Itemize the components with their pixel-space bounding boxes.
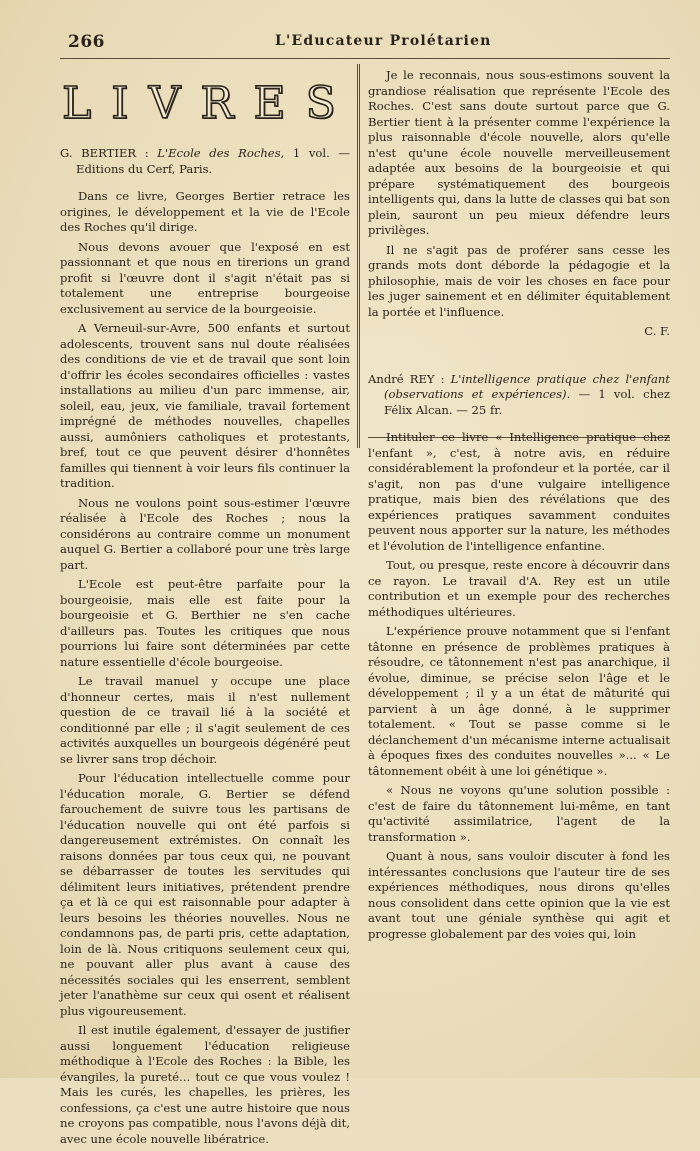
- page-header: [60, 30, 660, 52]
- review-2: [368, 372, 670, 943]
- review-1-details: , 1 vol. — Editions du Cerf, Paris.: [76, 146, 351, 176]
- review-1-paragraph: Il ne s'agit pas de proférer sans cesse les grands mots dont déborde la pédagogie et la philosophie, mais de voir les choses en face pour les juger sainement et en délimiter équitablement la portée et l'influence.: [368, 242, 670, 319]
- header-divider: [60, 58, 670, 59]
- review-2-paragraph: Quant à nous, sans vouloir discuter à fond les intéressantes conclusions que l'auteur tire de ses expériences méthodiques, nous dirons qu'elles nous consolident dans cette opinion que la vie est avant tout une géniale synthèse qui agit et progresse globalement par des voies qui, loin: [368, 849, 670, 941]
- review-1-paragraph: Le travail manuel y occupe une place d'honneur certes, mais il n'est nullement question de ce travail lié à la société et conditionné par elle ; il s'agit seulement de ces activités auxquelles un bourgeois dégénéré peut se livrer sans trop déchoir.: [60, 674, 350, 766]
- review-2-author: André REY :: [368, 371, 445, 386]
- review-1-paragraph: Nous devons avouer que l'exposé en est passionnant et que nous en tirerions un grand profit si l'œuvre dont il s'agit n'était pas si totalement une entreprise bourgeoise exclusivement au service de la bourgeoisie.: [60, 239, 350, 316]
- column-divider-inner: [359, 64, 360, 448]
- column-divider: [357, 64, 358, 448]
- review-2-book-title: L'intelligence pratique chez l'enfant (observations et expériences): [384, 371, 671, 401]
- review-2-details: . — 1 vol. chez Félix Alcan. — 25 fr.: [384, 387, 671, 417]
- review-1-paragraph-continued: Il est inutile également, d'essayer de justifier aussi longuement l'éducation religieuse méthodique à l'Ecole des Roches : la Bible, les évangiles, la pureté... tout ce que vous voulez ! Mais les curés, les chapelles, les prières, les confessions, ça c'est une autre histoire que nous ne croyons pas compatible, nous l'avons déjà dit, avec une école nouvelle libératrice.: [60, 1023, 350, 1146]
- review-1-paragraph: L'Ecole est peut-être parfaite pour la bourgeoisie, mais elle est faite pour la bourgeoisie et G. Berthier ne s'en cache d'ailleurs pas. Toutes les critiques que nous pourrions lui faire sont déterminées par cette nature essentielle d'école bourgeoise.: [60, 577, 350, 669]
- section-title: LIVRES: [62, 78, 356, 129]
- review-1-paragraph: Dans ce livre, Georges Bertier retrace les origines, le développement et la vie de l'Ecole des Roches qu'il dirige.: [60, 189, 350, 234]
- review-2-paragraph: Intituler ce livre « Intelligence pratique chez l'enfant », c'est, à notre avis, en réduire considérablement la profondeur et la portée, car il s'agit, non pas d'une vulgaire intelligence pratique, mais bien des révélations que des expériences pratiques savamment conduites peuvent nous apporter sur la nature, les méthodes et l'évolution de l'intelligence enfantine.: [368, 430, 670, 553]
- review-1-paragraph: Nous ne voulons point sous-estimer l'œuvre réalisée à l'Ecole des Roches ; nous la considérons au contraire comme un monument auquel G. Bertier a collaboré pour une très large part.: [60, 495, 350, 572]
- review-1-paragraph: A Verneuil-sur-Avre, 500 enfants et surtout adolescents, trouvent sans nul doute réalisées des conditions de vie et de travail que sont loin d'offrir les écoles secondaires officielles : vastes installations au milieu d'un parc immense, air, soleil, eau, jeux, vie familiale, travail fortement imprégné de méthodes nouvelles, chapelles aussi, aumôniers catholiques et protestants, bref, tout ce que peuvent désirer d'honnêtes familles qui tiennent à voir leurs fils continuer la tradition.: [60, 321, 350, 490]
- review-1-paragraph: Pour l'éducation intellectuelle comme pour l'éducation morale, G. Bertier se défend farouchement de suivre tous les partisans de l'éducation nouvelle qui ont été parfois si dangereusement extrémistes. On connaît les raisons données par tous ceux qui, ne pouvant se débarrasser de toutes les servitudes qui délimitent leurs initiatives, prétendent prendre ça et là ce qui est raisonnable pour adapter à leurs besoins les théories nouvelles. Nous ne condamnons pas, de parti pris, cette adaptation, loin de là. Nous critiquons seulement ceux qui, ne pouvant aller plus avant à cause des nécessités sociales qui les enserrent, semblent jeter l'anathème sur ceux qui osent et réalisent plus vigoureusement.: [60, 771, 350, 1018]
- review-1-paragraph: Je le reconnais, nous sous-estimons souvent la grandiose réalisation que représente l'Ecole des Roches. C'est sans doute surtout parce que G. Bertier tient à la présenter comme l'expérience la plus raisonnable d'école nouvelle, alors qu'elle n'est qu'une école nouvelle merveilleusement adaptée aux besoins de la bourgeoisie et qui prépare systématiquement des bourgeois intelligents qui, dans la lutte de classes qui bat son plein, sauront un peu mieux défendre leurs privilèges.: [368, 68, 670, 237]
- left-column: [60, 68, 356, 1151]
- review-2-paragraph: « Nous ne voyons qu'une solution possible : c'est de faire du tâtonnement lui-même, en tant qu'activité assimilatrice, l'agent de la transformation ».: [368, 783, 670, 844]
- review-1-author: G. BERTIER :: [60, 146, 149, 160]
- right-column: [368, 68, 670, 946]
- review-2-paragraph: L'expérience prouve notamment que si l'enfant tâtonne en présence de problèmes pratiques à résoudre, ce tâtonnement n'est pas anarchique, il évolue, diminue, se précise selon l'âge et le développement ; il y a un état de mâturité qui parvient à un âge donné, à le supprimer totalement. « Tout se passe comme si le déclanchement d'un mécanisme interne actualisait à époques fixes des conduites nouvelles »... « Le tâtonnement obéit à une loi génétique ».: [368, 624, 670, 778]
- review-1-signature: C. F.: [644, 324, 670, 338]
- page-number: 266: [68, 32, 105, 52]
- review-2-paragraph: Tout, ou presque, reste encore à découvrir dans ce rayon. Le travail d'A. Rey est un utile contribution et un exemple pour des recherches méthodiques ultérieures.: [368, 558, 670, 619]
- section-title-box: [60, 68, 356, 146]
- review-1-book-title: L'Ecole des Roches: [157, 146, 281, 160]
- review-2-reference: [368, 372, 670, 419]
- review-1-reference: [60, 146, 350, 177]
- running-title: L'Educateur Prolétarien: [275, 33, 492, 49]
